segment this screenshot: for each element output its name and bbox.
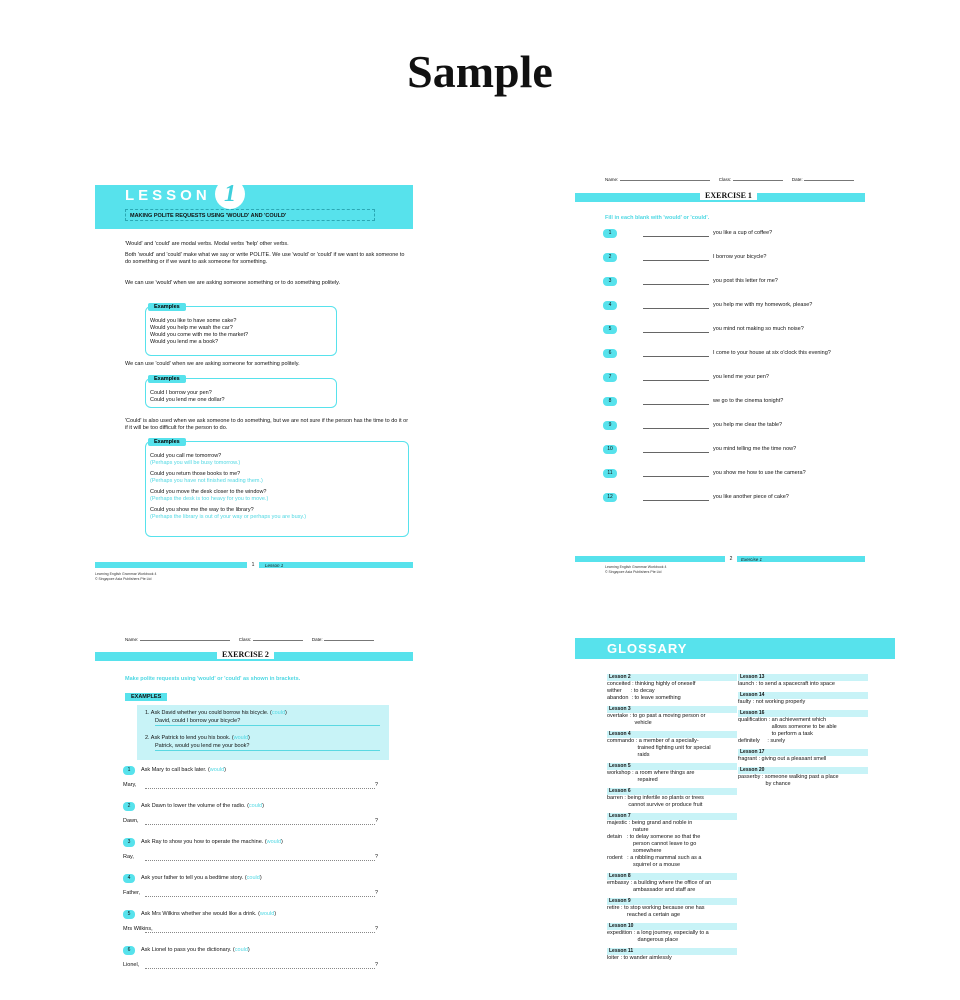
example-question-1: 1. Ask David whether you could borrow his bicycle. (could) — [145, 710, 287, 716]
glossary-lesson-heading: Lesson 5 — [607, 763, 737, 770]
question-number: 9 — [603, 421, 617, 430]
date-label: Date: — [791, 177, 803, 182]
footer-lesson-label: Lesson 1 — [265, 563, 284, 568]
page-title: Sample — [407, 46, 553, 97]
question-number: 10 — [603, 445, 617, 454]
glossary-title: GLOSSARY — [607, 641, 688, 656]
examples-tag: Examples — [148, 303, 186, 311]
glossary-lesson-heading: Lesson 14 — [738, 692, 868, 699]
question-text: you show me how to use the camera? — [713, 470, 806, 476]
glossary-entry: reached a certain age — [607, 912, 681, 918]
date-label: Date: — [311, 637, 323, 642]
exercise-title: EXERCISE 2 — [217, 650, 274, 659]
answer-line[interactable] — [123, 854, 381, 860]
glossary-entry: barren : being infertile so plants or trees — [607, 795, 704, 801]
lesson-intro-1: 'Would' and 'could' are modal verbs. Modal verbs 'help' other verbs. — [125, 241, 289, 247]
item-hint: would — [259, 911, 275, 917]
exercise2-item — [123, 802, 264, 811]
glossary-entry: squirrel or a mouse — [607, 862, 681, 868]
footer-credit: Learning English Grammar Workbook 4 — [605, 565, 667, 569]
glossary-entry: passerby : someone walking past a place — [738, 774, 839, 780]
exercise2-item — [123, 838, 283, 847]
example-line: Could you return those books to me? — [150, 471, 241, 477]
glossary-right-column — [738, 670, 868, 788]
question-mark: ? — [375, 782, 379, 788]
examples-banner: EXAMPLES — [125, 693, 167, 701]
question-number: 7 — [603, 373, 617, 382]
footer-bar — [575, 556, 865, 562]
glossary-entry: person cannot leave to go — [607, 841, 697, 847]
glossary-entry: ambassador and staff are — [607, 887, 696, 893]
examples-tag: Examples — [148, 438, 186, 446]
example-line: Could you lend me one dollar? — [150, 397, 225, 403]
examples-tag: Examples — [148, 375, 186, 383]
close-paren: ) — [281, 839, 283, 845]
name-class-date-row — [605, 177, 860, 182]
glossary-lesson-heading: Lesson 10 — [607, 923, 737, 930]
glossary-entry: raids — [607, 752, 650, 758]
question-mark: ? — [375, 962, 379, 968]
glossary-left-column — [607, 670, 737, 962]
example-answer-2: Patrick, would you lend me your book? — [155, 743, 250, 749]
exercise2-item — [123, 874, 262, 883]
exercise2-item — [123, 946, 250, 955]
glossary-entry: cannot survive or produce fruit — [607, 802, 703, 808]
question-number: 3 — [603, 277, 617, 286]
glossary-entry: detain : to delay someone so that the — [607, 834, 701, 840]
exercise2-page-thumbnail[interactable] — [95, 630, 413, 1000]
question-mark: ? — [375, 926, 379, 932]
item-question: Ask Lionel to pass you the dictionary. ( — [141, 947, 235, 953]
name-class-date-row — [125, 637, 380, 642]
exercise2-item — [123, 910, 276, 919]
exercise1-page-thumbnail[interactable] — [575, 170, 865, 580]
name-label: Name: — [125, 637, 139, 642]
item-question: Ask Mrs Wilkins whether she would like a drink. ( — [141, 911, 260, 917]
answer-line[interactable] — [123, 890, 381, 896]
glossary-entry: wither : to decay — [607, 688, 655, 694]
glossary-entry: faulty : not working properly — [738, 699, 806, 705]
addressee-name: Mary, — [123, 782, 137, 788]
footer-credit: Learning English Grammar Workbook 4 — [95, 572, 157, 576]
footer-copyright: © Singapore Asia Publishers Pte Ltd — [605, 570, 662, 574]
glossary-entry: dangerous place — [607, 937, 679, 943]
glossary-entry: expedition : a long journey, especially to a — [607, 930, 709, 936]
item-number: 1 — [123, 766, 135, 775]
answer-line[interactable] — [123, 782, 381, 788]
glossary-entry: loiter : to wander aimlessly — [607, 955, 672, 961]
glossary-entry: somewhere — [607, 848, 662, 854]
item-hint: could — [234, 947, 248, 953]
answer-blank[interactable] — [643, 500, 709, 501]
lesson-intro-4: We can use 'could' when we are asking someone for something politely. — [125, 361, 300, 367]
question-number: 12 — [603, 493, 617, 502]
question-mark: ? — [375, 818, 379, 824]
example-note: (Perhaps the library is out of your way or perhaps you are busy.) — [150, 514, 307, 520]
item-hint: would — [209, 767, 225, 773]
close-paren: ) — [259, 875, 262, 881]
glossary-lesson-heading: Lesson 4 — [607, 731, 737, 738]
answer-blank[interactable] — [643, 260, 709, 261]
question-text: we go to the cinema tonight? — [713, 398, 784, 404]
lesson-intro-5: 'Could' is also used when we ask someone to do something, but we are not sure if the person has the time to do it or if it will be too difficult for the person to do. — [125, 418, 409, 431]
question-text: you help me clear the table? — [713, 422, 783, 428]
example-line: Could you move the desk closer to the window? — [150, 489, 267, 495]
example-answer-1: David, could I borrow your bicycle? — [155, 718, 241, 724]
exercise-instruction: Make polite requests using 'would' or 'could' as shown in brackets. — [125, 676, 301, 682]
item-question: Ask your father to tell you a bedtime story. ( — [141, 875, 247, 881]
example-line: Could you call me tomorrow? — [150, 453, 222, 459]
glossary-lesson-heading: Lesson 6 — [607, 788, 737, 795]
question-text: you like a cup of coffee? — [713, 230, 773, 236]
lesson-number: 1 — [215, 179, 245, 209]
question-text: I borrow your bicycle? — [713, 254, 767, 260]
item-question: Ask Dawn to lower the volume of the radio. ( — [141, 803, 249, 809]
glossary-entry: fragrant : giving out a pleasant smell — [738, 756, 827, 762]
glossary-entry: allows someone to be able — [738, 724, 837, 730]
glossary-lesson-heading: Lesson 8 — [607, 873, 737, 880]
answer-line[interactable] — [123, 926, 381, 932]
close-paren: ) — [247, 947, 250, 953]
item-hint: would — [266, 839, 282, 845]
example-line: Could I borrow your pen? — [150, 390, 212, 396]
item-question: Ask Ray to show you how to operate the machine. ( — [141, 839, 267, 845]
glossary-entry: workshop : a room where things are — [607, 770, 695, 776]
glossary-entry: abandon : to leave something — [607, 695, 681, 701]
answer-blank[interactable] — [643, 332, 709, 333]
item-question: Ask Mary to call back later. ( — [141, 767, 210, 773]
example-line: Would you like to have some cake? — [150, 318, 237, 324]
example-line: Would you help me wash the car? — [150, 325, 233, 331]
glossary-entry: commando : a member of a specially- — [607, 738, 699, 744]
glossary-entry: definitely : surely — [738, 738, 786, 744]
question-text: you like another piece of cake? — [713, 494, 789, 500]
name-label: Name: — [605, 177, 619, 182]
item-number: 3 — [123, 838, 135, 847]
glossary-lesson-heading: Lesson 13 — [738, 674, 868, 681]
question-number: 11 — [603, 469, 617, 478]
question-number: 1 — [603, 229, 617, 238]
class-label: Class: — [718, 177, 732, 182]
glossary-entry: rodent : a nibbling mammal such as a — [607, 855, 702, 861]
glossary-entry: qualification : an achievement which — [738, 717, 827, 723]
lesson-intro-2: Both 'would' and 'could' make what we say or write POLITE. We use 'would' or 'could' if we want to ask someone to do something or if we want to ask someone for something. — [125, 252, 405, 265]
glossary-entry: embassy : a building where the office of an — [607, 880, 712, 886]
example-line: Would you lend me a book? — [150, 339, 219, 345]
lesson-subtitle: MAKING POLITE REQUESTS USING 'WOULD' AND 'COULD' — [125, 209, 375, 221]
question-mark: ? — [375, 854, 379, 860]
footer-page-number: 1 — [247, 560, 259, 570]
addressee-name: Mrs Wilkins, — [123, 926, 153, 932]
example-question-2: 2. Ask Patrick to lend you his book. (would) — [145, 735, 250, 741]
exercise-title-bar — [575, 193, 865, 202]
lesson-intro-3: We can use 'would' when we are asking someone something or to do something politely. — [125, 280, 340, 286]
glossary-entry: retire : to stop working because one has — [607, 905, 705, 911]
examples-box-3 — [145, 441, 409, 537]
answer-blank[interactable] — [643, 452, 709, 453]
example-line: Would you come with me to the market? — [150, 332, 249, 338]
question-number: 2 — [603, 253, 617, 262]
answer-blank[interactable] — [643, 428, 709, 429]
answer-blank[interactable] — [643, 236, 709, 237]
footer-page-number: 2 — [725, 554, 737, 564]
item-number: 4 — [123, 874, 135, 883]
examples-panel — [137, 705, 389, 760]
glossary-entry: launch : to send a spacecraft into space — [738, 681, 835, 687]
example-note: (Perhaps you will be busy tomorrow.) — [150, 460, 241, 466]
footer-copyright: © Singapore Asia Publishers Pte Ltd — [95, 577, 152, 581]
item-number: 6 — [123, 946, 135, 955]
glossary-entry: overtake : to go past a moving person or — [607, 713, 706, 719]
answer-blank[interactable] — [643, 308, 709, 309]
glossary-lesson-heading: Lesson 2 — [607, 674, 737, 681]
question-number: 6 — [603, 349, 617, 358]
addressee-name: Dawn, — [123, 818, 139, 824]
answer-blank[interactable] — [643, 356, 709, 357]
addressee-name: Father, — [123, 890, 141, 896]
close-paren: ) — [224, 767, 226, 773]
question-text: you mind telling me the time now? — [713, 446, 797, 452]
glossary-entry: vehicle — [607, 720, 652, 726]
glossary-entry: to perform a task — [738, 731, 813, 737]
addressee-name: Lionel, — [123, 962, 140, 968]
question-text: you lend me your pen? — [713, 374, 769, 380]
answer-blank[interactable] — [643, 284, 709, 285]
question-text: you help me with my homework, please? — [713, 302, 813, 308]
glossary-page-thumbnail[interactable] — [575, 638, 895, 998]
glossary-entry: majestic : being grand and noble in — [607, 820, 693, 826]
question-number: 4 — [603, 301, 617, 310]
glossary-lesson-heading: Lesson 3 — [607, 706, 737, 713]
question-text: I come to your house at six o'clock this evening? — [713, 350, 831, 356]
answer-line[interactable] — [123, 818, 381, 824]
lesson-header-band — [95, 181, 413, 229]
answer-blank[interactable] — [643, 476, 709, 477]
exercise-title-bar — [95, 652, 413, 661]
glossary-lesson-heading: Lesson 7 — [607, 813, 737, 820]
example-note: (Perhaps the desk is too heavy for you to move.) — [150, 496, 269, 502]
lesson-page-thumbnail[interactable] — [95, 181, 413, 585]
close-paren: ) — [274, 911, 277, 917]
glossary-lesson-heading: Lesson 9 — [607, 898, 737, 905]
answer-blank[interactable] — [643, 404, 709, 405]
glossary-entry: conceited : thinking highly of oneself — [607, 681, 696, 687]
exercise-title: EXERCISE 1 — [700, 191, 757, 200]
glossary-lesson-heading: Lesson 20 — [738, 767, 868, 774]
question-number: 5 — [603, 325, 617, 334]
item-hint: could — [246, 875, 260, 881]
addressee-name: Ray, — [123, 854, 134, 860]
class-label: Class: — [238, 637, 252, 642]
question-mark: ? — [375, 890, 379, 896]
question-number: 8 — [603, 397, 617, 406]
glossary-lesson-heading: Lesson 16 — [738, 710, 868, 717]
lesson-word: LESSON — [125, 187, 211, 204]
item-hint: could — [248, 803, 263, 809]
glossary-lesson-heading: Lesson 11 — [607, 948, 737, 955]
footer-exercise-label: Exercise 1 — [741, 557, 763, 562]
answer-line[interactable] — [123, 962, 381, 968]
glossary-entry: nature — [607, 827, 649, 833]
question-text: you mind not making so much noise? — [713, 326, 804, 332]
item-number: 5 — [123, 910, 135, 919]
glossary-entry: by chance — [738, 781, 791, 787]
exercise2-item — [123, 766, 226, 775]
glossary-entry: trained fighting unit for special — [607, 745, 711, 751]
answer-blank[interactable] — [643, 380, 709, 381]
example-line: Could you show me the way to the library? — [150, 507, 254, 513]
glossary-lesson-heading: Lesson 17 — [738, 749, 868, 756]
examples-box-2 — [145, 378, 337, 408]
glossary-header-band — [575, 638, 895, 659]
examples-box-1 — [145, 306, 337, 356]
glossary-entry: repaired — [607, 777, 658, 783]
exercise-instruction: Fill in each blank with 'would' or 'could'. — [605, 215, 710, 221]
close-paren: ) — [262, 803, 264, 809]
question-text: you post this letter for me? — [713, 278, 778, 284]
item-number: 2 — [123, 802, 135, 811]
example-note: (Perhaps you have not finished reading them.) — [150, 478, 263, 484]
